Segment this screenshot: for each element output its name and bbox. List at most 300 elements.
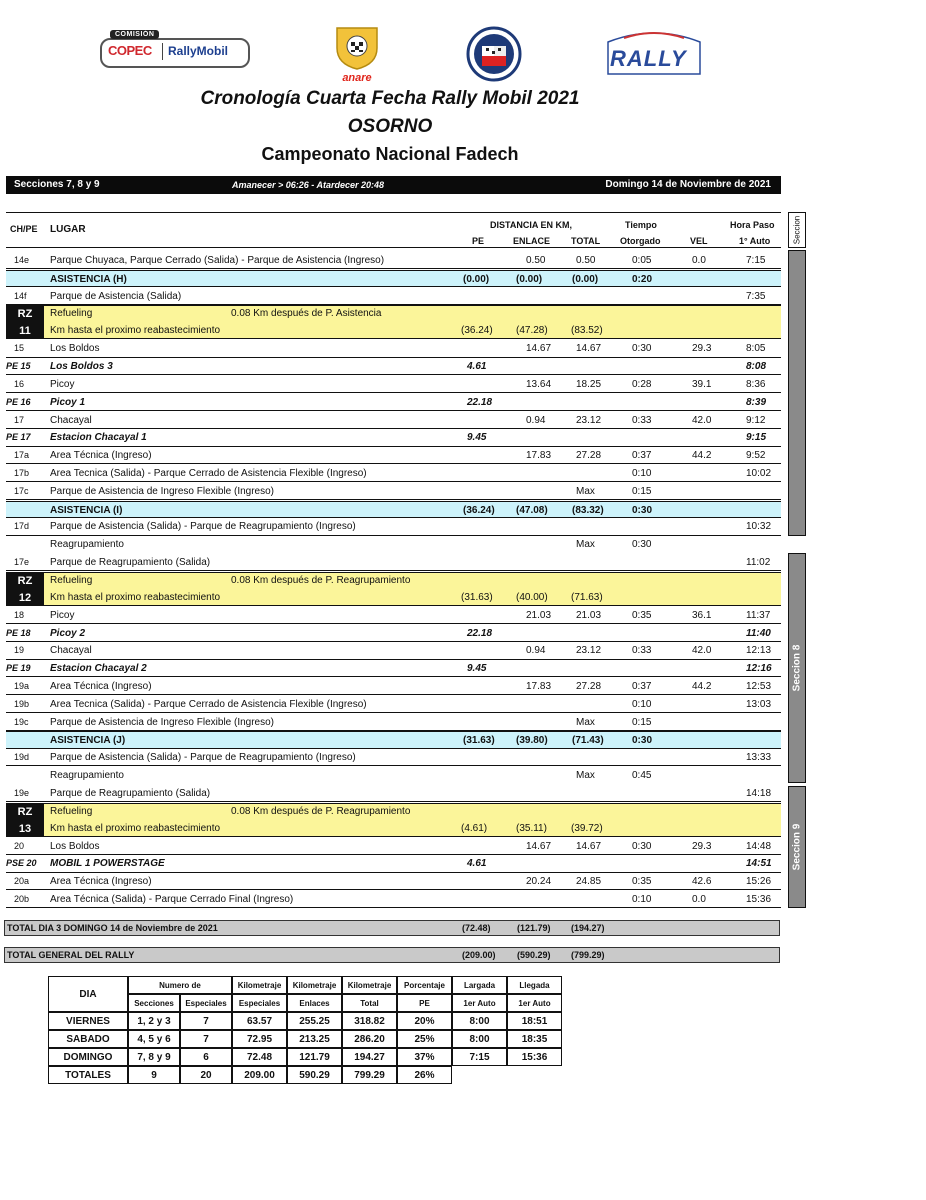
- first-car-time: 15:26: [746, 876, 772, 888]
- speed: 29.3: [692, 840, 712, 852]
- total-distance: 23.12: [576, 414, 602, 426]
- refueling-zone-badge: [6, 306, 44, 338]
- enlace-distance: (0.00): [516, 273, 543, 285]
- time-allowed: 0:30: [632, 539, 652, 551]
- info-bar: [6, 176, 781, 194]
- speed: 36.1: [692, 609, 712, 621]
- control-code: PE 15: [6, 361, 31, 372]
- summary-header-largada-2: 1er Auto: [452, 994, 507, 1012]
- column-header: CH/PE: [10, 224, 38, 234]
- place-name: ASISTENCIA (I): [50, 504, 123, 516]
- place-name: Los Boldos 3: [50, 361, 113, 373]
- total-distance: 14.67: [576, 343, 602, 355]
- summary-cell: 8:00: [452, 1030, 507, 1048]
- refueling-enlace: (47.28): [516, 325, 548, 337]
- enlace-distance: 21.03: [526, 609, 552, 621]
- summary-header-km-tot-2: Total: [342, 994, 397, 1012]
- first-car-time: 9:15: [746, 432, 767, 444]
- special-stage-row: [6, 855, 781, 872]
- document-location: OSORNO: [347, 116, 433, 137]
- schedule-row: [6, 714, 781, 731]
- summary-cell: 1, 2 y 3: [128, 1012, 180, 1030]
- place-name: Picoy: [50, 379, 75, 390]
- refueling-distance-label: Km hasta el proximo reabastecimiento: [50, 591, 221, 603]
- speed: 44.2: [692, 681, 712, 692]
- refueling-zone-badge: [6, 804, 44, 836]
- speed: 0.0: [692, 894, 706, 905]
- refueling-row: [6, 572, 781, 606]
- pe-distance: 22.18: [467, 396, 493, 408]
- place-name: Estacion Chacayal 1: [50, 432, 147, 444]
- time-allowed: 0:35: [632, 609, 652, 621]
- pe-distance: 4.61: [467, 361, 487, 373]
- summary-header-km-esp: Kilometraje: [232, 976, 287, 994]
- summary-table: [48, 976, 562, 1084]
- summary-cell: 318.82: [342, 1012, 397, 1030]
- pe-distance: (36.24): [463, 504, 495, 516]
- refueling-location: 0.08 Km después de P. Reagrupamiento: [231, 574, 411, 586]
- place-name: Parque de Reagrupamiento (Salida): [50, 787, 211, 799]
- first-car-time: 12:13: [746, 645, 772, 657]
- first-car-time: 14:48: [746, 840, 772, 852]
- total-distance: Max: [576, 485, 595, 497]
- speed: 44.2: [692, 450, 712, 462]
- document-title: Cronología Cuarta Fecha Rally Mobil 2021: [200, 88, 580, 109]
- summary-total-row: [48, 1066, 562, 1084]
- first-car-time: 10:02: [746, 468, 772, 479]
- column-header: ENLACE: [513, 236, 551, 246]
- control-code: 20b: [14, 894, 30, 904]
- time-allowed: 0:45: [632, 770, 652, 781]
- schedule-row: [6, 891, 781, 908]
- place-name: Estacion Chacayal 2: [50, 663, 147, 675]
- summary-row: [48, 1030, 562, 1048]
- refueling-location: 0.08 Km después de P. Asistencia: [231, 308, 382, 320]
- fadech-logo: [466, 26, 522, 82]
- place-name: Los Boldos: [50, 343, 100, 355]
- summary-cell: VIERNES: [48, 1012, 128, 1030]
- control-code: 19d: [14, 752, 30, 763]
- speed: 0.0: [692, 255, 706, 266]
- place-name: Parque Chuyaca, Parque Cerrado (Salida) - Parque de Asistencia (Ingreso): [50, 255, 385, 266]
- schedule-row: [6, 447, 781, 464]
- time-allowed: 0:05: [632, 255, 652, 266]
- special-stage-row: [6, 358, 781, 375]
- schedule-header: [6, 212, 781, 248]
- summary-header-largada: Largada: [452, 976, 507, 994]
- summary-header-km-esp-2: Especiales: [232, 994, 287, 1012]
- speed: 29.3: [692, 343, 712, 355]
- control-code: 18: [14, 609, 25, 620]
- summary-cell: SABADO: [48, 1030, 128, 1048]
- control-code: 14f: [14, 290, 27, 301]
- total-general-enlace: (590.29): [517, 950, 551, 960]
- column-header: DISTANCIA EN KM,: [490, 220, 572, 230]
- column-header: Hora Paso: [730, 220, 775, 230]
- summary-cell: 7:15: [452, 1048, 507, 1066]
- schedule-row: [6, 554, 781, 571]
- special-stage-row: [6, 625, 781, 642]
- total-day-label: TOTAL DIA 3 DOMINGO 14 de Noviembre de 2021: [7, 923, 218, 933]
- summary-cell: 213.25: [287, 1030, 342, 1048]
- schedule-row: [6, 749, 781, 766]
- speed: 39.1: [692, 379, 712, 390]
- enlace-distance: 20.24: [526, 876, 552, 888]
- refueling-row: [6, 803, 781, 837]
- total-distance: Max: [576, 770, 595, 781]
- place-name: Picoy 2: [50, 627, 86, 639]
- refueling-distance-label: Km hasta el proximo reabastecimiento: [50, 325, 221, 337]
- refueling-zone-badge: [6, 573, 44, 605]
- summary-cell: 18:51: [507, 1012, 562, 1030]
- speed: 42.0: [692, 645, 712, 657]
- total-general-total: (799.29): [571, 950, 605, 960]
- total-distance: 23.12: [576, 645, 602, 657]
- control-code: 19: [14, 645, 25, 656]
- total-distance: 0.50: [576, 255, 596, 266]
- anare-logo: anare: [330, 24, 384, 82]
- total-day-pe: (72.48): [462, 923, 491, 933]
- place-name: Chacayal: [50, 645, 92, 657]
- time-allowed: 0:10: [632, 894, 652, 905]
- refueling-zone-label: RZ: [17, 574, 33, 587]
- summary-cell: 20: [180, 1066, 232, 1084]
- time-allowed: 0:15: [632, 485, 652, 497]
- place-name: Area Tecnica (Salida) - Parque Cerrado de Asistencia Flexible (Ingreso): [50, 698, 367, 710]
- summary-cell: 209.00: [232, 1066, 287, 1084]
- time-allowed: 0:30: [632, 504, 653, 516]
- refueling-location: 0.08 Km después de P. Reagrupamiento: [231, 805, 411, 817]
- refueling-zone-number: 11: [19, 325, 31, 338]
- first-car-time: 15:36: [746, 894, 772, 905]
- enlace-distance: 0.94: [526, 645, 546, 657]
- control-code: 19c: [14, 716, 29, 727]
- summary-cell: TOTALES: [48, 1066, 128, 1084]
- place-name: Reagrupamiento: [50, 770, 124, 781]
- summary-cell: 72.48: [232, 1048, 287, 1066]
- control-code: 16: [14, 379, 25, 389]
- time-allowed: 0:20: [632, 273, 653, 285]
- regroup-row: [6, 536, 781, 553]
- total-day-enlace: (121.79): [517, 923, 551, 933]
- enlace-distance: 17.83: [526, 450, 552, 462]
- total-day-total: (194.27): [571, 923, 605, 933]
- summary-cell: 7: [180, 1030, 232, 1048]
- control-code: PE 16: [6, 396, 31, 407]
- summary-cell: 63.57: [232, 1012, 287, 1030]
- rally-logo: RALLY: [604, 28, 704, 76]
- pe-distance: 9.45: [467, 432, 487, 444]
- first-car-time: 11:40: [746, 627, 771, 639]
- total-distance: 27.28: [576, 681, 602, 692]
- refueling-enlace: (40.00): [516, 591, 548, 603]
- enlace-distance: 14.67: [526, 840, 552, 852]
- refueling-distance-label: Km hasta el proximo reabastecimiento: [50, 822, 221, 834]
- summary-header-secciones: Secciones: [128, 994, 180, 1012]
- schedule-row: [6, 696, 781, 713]
- place-name: Reagrupamiento: [50, 539, 124, 551]
- place-name: Parque de Asistencia (Salida) - Parque de Reagrupamiento (Ingreso): [50, 521, 356, 533]
- time-allowed: 0:35: [632, 876, 652, 888]
- summary-cell: 286.20: [342, 1030, 397, 1048]
- total-distance: (83.32): [572, 504, 604, 516]
- pe-distance: 22.18: [467, 627, 493, 639]
- schedule-row: [6, 288, 781, 305]
- pe-distance: 4.61: [467, 858, 487, 870]
- pe-distance: (31.63): [463, 735, 495, 747]
- summary-cell: 7: [180, 1012, 232, 1030]
- schedule-row: [6, 340, 781, 357]
- info-sunrise: Amanecer > 06:26 - Atardecer 20:48: [232, 180, 385, 190]
- time-allowed: 0:37: [632, 681, 652, 692]
- total-distance: Max: [576, 716, 595, 728]
- time-allowed: 0:10: [632, 698, 652, 710]
- summary-cell: 37%: [397, 1048, 452, 1066]
- first-car-time: 13:33: [746, 752, 772, 764]
- total-distance: 24.85: [576, 876, 602, 888]
- schedule-row: [6, 838, 781, 855]
- refueling-pe: (36.24): [461, 325, 493, 337]
- summary-header-especiales: Especiales: [180, 994, 232, 1012]
- control-code: 14e: [14, 255, 30, 265]
- summary-header-numero: Numero de: [128, 976, 232, 994]
- first-car-time: 11:02: [746, 557, 771, 568]
- total-distance: 21.03: [576, 609, 602, 621]
- place-name: Area Técnica (Ingreso): [50, 681, 152, 692]
- section-7-bar: [788, 250, 806, 536]
- place-name: Area Técnica (Ingreso): [50, 450, 152, 462]
- first-car-time: 13:03: [746, 698, 772, 710]
- summary-row: [48, 1048, 562, 1066]
- time-allowed: 0:30: [632, 735, 653, 747]
- enlace-distance: 0.50: [526, 255, 546, 266]
- enlace-distance: 17.83: [526, 681, 552, 692]
- total-distance: (71.43): [572, 735, 604, 747]
- document-championship: Campeonato Nacional Fadech: [261, 144, 519, 164]
- time-allowed: 0:28: [632, 379, 652, 390]
- total-distance: 18.25: [576, 379, 602, 390]
- place-name: Area Técnica (Salida) - Parque Cerrado Final (Ingreso): [50, 894, 294, 905]
- control-code: 17b: [14, 468, 30, 478]
- first-car-time: 14:18: [746, 787, 772, 799]
- control-code: 17a: [14, 450, 30, 461]
- control-code: 17e: [14, 557, 30, 567]
- total-distance: 14.67: [576, 840, 602, 852]
- time-allowed: 0:30: [632, 343, 652, 355]
- refueling-total: (71.63): [571, 591, 603, 603]
- summary-cell: 121.79: [287, 1048, 342, 1066]
- place-name: Parque de Asistencia de Ingreso Flexible (Ingreso): [50, 485, 275, 497]
- summary-cell: 194.27: [342, 1048, 397, 1066]
- first-car-time: 8:36: [746, 379, 766, 390]
- enlace-distance: 14.67: [526, 343, 552, 355]
- total-distance: Max: [576, 539, 595, 551]
- time-allowed: 0:33: [632, 645, 652, 657]
- regroup-row: [6, 767, 781, 784]
- enlace-distance: 0.94: [526, 414, 546, 426]
- summary-header-llegada: Llegada: [507, 976, 562, 994]
- refueling-pe: (31.63): [461, 591, 493, 603]
- summary-cell: 72.95: [232, 1030, 287, 1048]
- place-name: Parque de Asistencia (Salida) - Parque de Reagrupamiento (Ingreso): [50, 752, 356, 764]
- place-name: Los Boldos: [50, 840, 100, 852]
- summary-cell: 590.29: [287, 1066, 342, 1084]
- section-header-tab-label: Seccion: [792, 215, 802, 245]
- schedule-row: [6, 483, 781, 500]
- place-name: Chacayal: [50, 414, 92, 426]
- control-code: PE 18: [6, 627, 31, 638]
- place-name: ASISTENCIA (H): [50, 273, 127, 285]
- info-date: Domingo 14 de Noviembre de 2021: [605, 179, 771, 190]
- column-header: LUGAR: [50, 224, 86, 235]
- refueling-label: Refueling: [50, 805, 93, 817]
- schedule-row: [6, 642, 781, 659]
- summary-cell: 255.25: [287, 1012, 342, 1030]
- control-code: PE 19: [6, 663, 31, 674]
- total-general-label: TOTAL GENERAL DEL RALLY: [7, 950, 135, 960]
- first-car-time: 11:37: [746, 609, 771, 621]
- control-code: 17d: [14, 521, 30, 532]
- summary-cell: 20%: [397, 1012, 452, 1030]
- refueling-pe: (4.61): [461, 822, 488, 834]
- assistance-row: [6, 270, 781, 287]
- refueling-total: (39.72): [571, 822, 603, 834]
- refueling-zone-label: RZ: [17, 308, 33, 321]
- control-code: 17: [14, 414, 25, 425]
- place-name: ASISTENCIA (J): [50, 735, 126, 747]
- place-name: Picoy 1: [50, 396, 86, 408]
- copec-rallymobil-logo: COMISIÓN COPEC RallyMobil: [100, 30, 252, 72]
- info-sections: Secciones 7, 8 y 9: [14, 179, 100, 190]
- time-allowed: 0:10: [632, 468, 652, 479]
- first-car-time: 10:32: [746, 521, 772, 533]
- refueling-label: Refueling: [50, 308, 93, 320]
- total-day-row: [4, 920, 780, 936]
- control-code: 19b: [14, 698, 30, 709]
- place-name: Parque de Reagrupamiento (Salida): [50, 557, 211, 568]
- schedule-row: [6, 607, 781, 624]
- summary-header-km-tot: Kilometraje: [342, 976, 397, 994]
- summary-cell: 4, 5 y 6: [128, 1030, 180, 1048]
- control-code: 15: [14, 343, 25, 354]
- special-stage-row: [6, 660, 781, 677]
- summary-cell: DOMINGO: [48, 1048, 128, 1066]
- schedule-row: [6, 465, 781, 482]
- column-header: Otorgado: [620, 236, 661, 246]
- column-header: VEL: [690, 236, 708, 246]
- section-8-bar-label: Seccion 8: [791, 644, 803, 692]
- summary-header-dia: DIA: [48, 976, 128, 1012]
- total-distance: (0.00): [572, 273, 599, 285]
- section-8-bar: [788, 553, 806, 783]
- first-car-time: 14:51: [746, 858, 772, 870]
- total-general-pe: (209.00): [462, 950, 496, 960]
- special-stage-row: [6, 394, 781, 411]
- refueling-zone-label: RZ: [17, 805, 33, 818]
- column-header: Tiempo: [625, 220, 657, 230]
- summary-header-llegada-2: 1er Auto: [507, 994, 562, 1012]
- assistance-row: [6, 731, 781, 748]
- refueling-zone-number: 12: [18, 591, 32, 604]
- place-name: Picoy: [50, 609, 75, 621]
- total-distance: 27.28: [576, 450, 602, 462]
- place-name: Parque de Asistencia (Salida): [50, 290, 182, 302]
- refueling-enlace: (35.11): [516, 822, 547, 834]
- summary-cell: 18:35: [507, 1030, 562, 1048]
- first-car-time: 7:15: [746, 255, 766, 266]
- refueling-zone-number: 13: [18, 822, 32, 835]
- summary-cell: 15:36: [507, 1048, 562, 1066]
- section-header-tab: [788, 212, 806, 248]
- first-car-time: 12:16: [746, 663, 772, 675]
- section-9-bar-label: Seccion 9: [791, 823, 803, 871]
- first-car-time: 8:05: [746, 343, 766, 355]
- first-car-time: 8:39: [746, 396, 767, 408]
- column-header: TOTAL: [571, 236, 601, 246]
- control-code: PSE 20: [6, 858, 37, 869]
- column-header: 1° Auto: [739, 236, 771, 246]
- place-name: Area Tecnica (Salida) - Parque Cerrado de Asistencia Flexible (Ingreso): [50, 468, 367, 479]
- time-allowed: 0:15: [632, 716, 652, 728]
- control-code: 19e: [14, 787, 30, 798]
- refueling-label: Refueling: [50, 574, 93, 586]
- place-name: MOBIL 1 POWERSTAGE: [50, 858, 165, 870]
- control-code: 17c: [14, 485, 29, 496]
- first-car-time: 12:53: [746, 681, 772, 692]
- time-allowed: 0:33: [632, 414, 652, 426]
- control-code: PE 17: [6, 432, 31, 443]
- summary-cell: 7, 8 y 9: [128, 1048, 180, 1066]
- speed: 42.6: [692, 876, 712, 888]
- schedule-row: [6, 252, 781, 269]
- pe-distance: 9.45: [467, 663, 487, 675]
- summary-cell: 8:00: [452, 1012, 507, 1030]
- section-9-bar: [788, 786, 806, 908]
- control-code: 20: [14, 840, 25, 851]
- summary-header-porcentaje: Porcentaje: [397, 976, 452, 994]
- pe-distance: (0.00): [463, 273, 490, 285]
- time-allowed: 0:37: [632, 450, 652, 462]
- summary-cell: 799.29: [342, 1066, 397, 1084]
- control-code: 20a: [14, 876, 30, 887]
- place-name: Parque de Asistencia de Ingreso Flexible (Ingreso): [50, 716, 275, 728]
- schedule-row: [6, 785, 781, 802]
- enlace-distance: (39.80): [516, 735, 548, 747]
- summary-header-porcentaje-2: PE: [397, 994, 452, 1012]
- time-allowed: 0:30: [632, 840, 652, 852]
- total-general-row: [4, 947, 780, 963]
- summary-cell: 26%: [397, 1066, 452, 1084]
- control-code: 19a: [14, 681, 30, 691]
- special-stage-row: [6, 429, 781, 446]
- schedule-row: [6, 678, 781, 695]
- summary-cell: 6: [180, 1048, 232, 1066]
- place-name: Area Técnica (Ingreso): [50, 876, 152, 888]
- first-car-time: 7:35: [746, 290, 766, 302]
- refueling-total: (83.52): [571, 325, 603, 337]
- assistance-row: [6, 501, 781, 518]
- first-car-time: 9:52: [746, 450, 766, 462]
- speed: 42.0: [692, 414, 712, 426]
- schedule-row: [6, 873, 781, 890]
- column-header: PE: [472, 236, 485, 246]
- summary-row: [48, 1012, 562, 1030]
- schedule-row: [6, 412, 781, 429]
- summary-header-km-enl-2: Enlaces: [287, 994, 342, 1012]
- enlace-distance: 13.64: [526, 379, 552, 390]
- summary-header-km-enl: Kilometraje: [287, 976, 342, 994]
- summary-cell: 9: [128, 1066, 180, 1084]
